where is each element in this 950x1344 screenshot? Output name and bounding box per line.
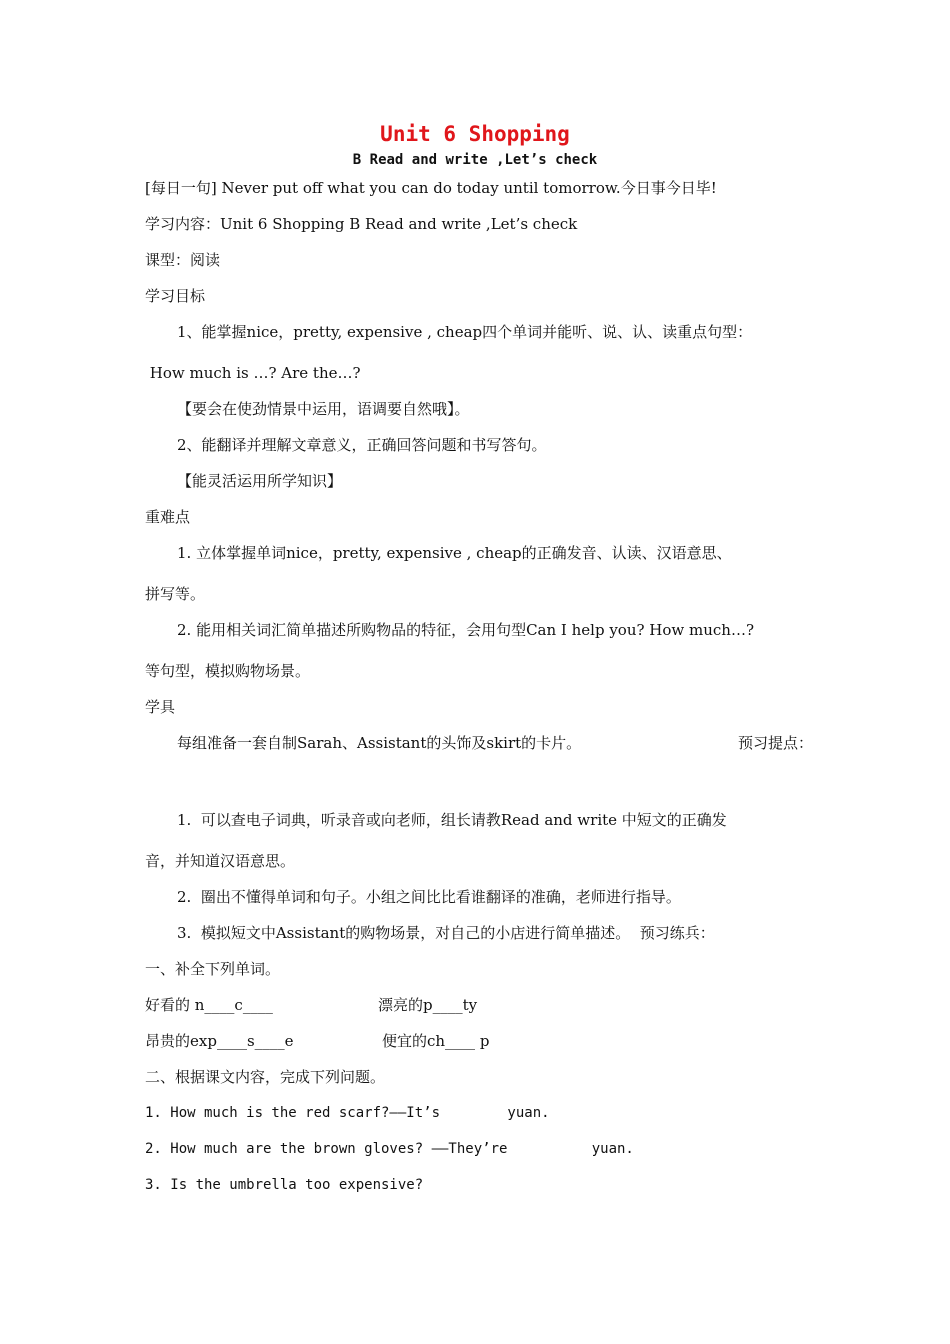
objective-2-note: 【能灵活运用所学知识】 <box>177 472 343 490</box>
exercise-2-heading: 二、根据课文内容，完成下列问题。 <box>145 1068 386 1086</box>
document-subtitle: B Read and write ,Let’s check <box>352 152 598 168</box>
preview-tip-1-cont: 音，并知道汉语意思。 <box>145 852 296 870</box>
preview-tip-2: 2. 圈出不懂得单词和句子。小组之间比比看谁翻译的准确，老师进行指导。 <box>177 888 681 906</box>
section-heading-materials: 学具 <box>145 698 176 716</box>
question-2: 2. How much are the brown gloves? ——They’re yuan. <box>145 1141 634 1157</box>
word-fill-pretty: 漂亮的p____ty <box>378 996 478 1014</box>
word-fill-expensive: 昂贵的exp____s____e <box>145 1032 294 1050</box>
objective-1: 1、能掌握nice，pretty, expensive , cheap四个单词并能听、说、认、读重点句型： <box>177 323 753 341</box>
preview-tips-heading: 预习提点： <box>738 734 814 752</box>
section-heading-key-points: 重难点 <box>145 508 191 526</box>
lesson-type: 课型：阅读 <box>145 251 221 269</box>
key-point-2-cont: 等句型，模拟购物场景。 <box>145 662 311 680</box>
key-point-1: 1. 立体掌握单词nice，pretty, expensive , cheap的正确发音、认读、汉语意思、 <box>177 544 732 562</box>
objective-1-note: 【要会在使劲情景中运用，语调要自然哦】。 <box>177 400 470 418</box>
key-point-2: 2. 能用相关词汇简单描述所购物品的特征，会用句型Can I help you? How much…? <box>177 621 755 639</box>
word-fill-nice: 好看的 n____c____ <box>145 996 273 1014</box>
section-heading-objectives: 学习目标 <box>145 287 206 305</box>
preview-tip-1: 1. 可以查电子词典，听录音或向老师，组长请教Read and write 中短文的正确发 <box>177 811 727 829</box>
preview-tip-3: 3. 模拟短文中Assistant的购物场景，对自己的小店进行简单描述。 预习练兵： <box>177 924 715 942</box>
document-title: Unit 6 Shopping <box>380 122 570 146</box>
question-1: 1. How much is the red scarf?——It’s yuan. <box>145 1105 550 1121</box>
exercise-1-heading: 一、补全下列单词。 <box>145 960 281 978</box>
daily-sentence: [每日一句] Never put off what you can do today until tomorrow.今日事今日毕! <box>145 179 717 197</box>
objective-1-patterns: How much is …? Are the…? <box>145 364 361 382</box>
learning-content: 学习内容：Unit 6 Shopping B Read and write ,Let’s check <box>145 215 578 233</box>
materials-text: 每组准备一套自制Sarah、Assistant的头饰及skirt的卡片。 <box>177 734 582 752</box>
question-3: 3. Is the umbrella too expensive? <box>145 1177 424 1193</box>
word-fill-cheap: 便宜的ch____ p <box>382 1032 490 1050</box>
objective-2: 2、能翻译并理解文章意义，正确回答问题和书写答句。 <box>177 436 547 454</box>
key-point-1-cont: 拼写等。 <box>145 585 206 603</box>
